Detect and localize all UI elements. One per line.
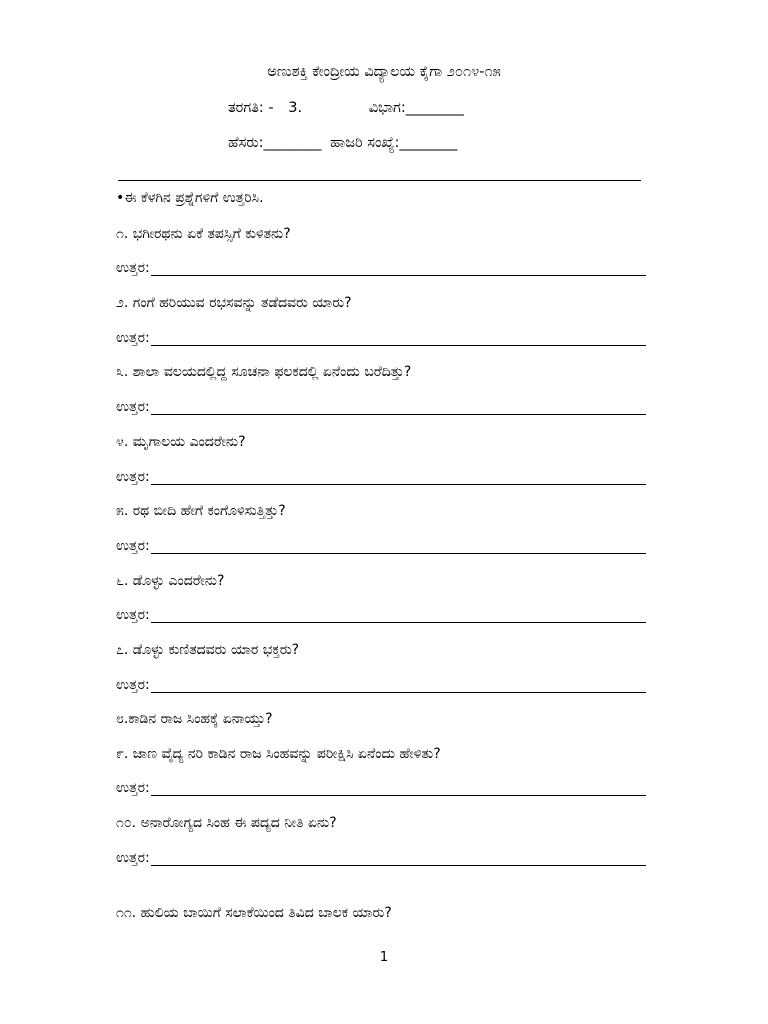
question-11: ೧೧. ಹುಲಿಯ ಬಾಯಿಗೆ ಸಲಾಕೆಯಿಂದ ತಿವಿದ ಬಾಲಕ ಯಾರು? xyxy=(116,905,392,921)
name-roll-line xyxy=(228,135,457,151)
question-1: ೧. ಭಗೀರಥನು ಏಕೆ ತಪಸ್ಸಿಗೆ ಕುಳಿತನು? xyxy=(116,226,291,242)
header-divider xyxy=(118,180,641,181)
answer-line-1 xyxy=(116,260,646,276)
question-9: ೯. ಜಾಣ ವೈದ್ಯ ನರಿ ಕಾಡಿನ ರಾಜ ಸಿಂಹವನ್ನು ಪರೀಕ್ಷಿಸಿ ಏನೆಂದು ಹೇಳಿತು? xyxy=(116,746,441,762)
answer-label: ಉತ್ತರ: xyxy=(116,330,150,346)
answer-line-3 xyxy=(116,399,646,415)
roll-number-field: ಹಾಜರಿ ಸಂಖ್ಯೆ:________ xyxy=(330,135,458,151)
question-7: ೭. ಡೊಳ್ಳು ಕುಣಿತದವರು ಯಾರ ಭಕ್ತರು? xyxy=(116,642,300,658)
question-2: ೨. ಗಂಗೆ ಹರಿಯುವ ರಭಸವನ್ನು ತಡೆದವರು ಯಾರು? xyxy=(116,295,352,311)
answer-label: ಉತ್ತರ: xyxy=(116,780,150,796)
page-number: 1 xyxy=(379,950,389,965)
answer-blank xyxy=(151,678,646,693)
question-10: ೧೦. ಅನಾರೋಗ್ಯದ ಸಿಂಹ ಈ ಪದ್ಯದ ನೀತಿ ಏನು? xyxy=(116,815,337,831)
section-field: ವಿಭಾಗ:________ xyxy=(368,100,464,116)
question-6: ೬. ಡೊಳ್ಳು ಎಂದರೇನು? xyxy=(116,573,225,589)
answer-label: ಉತ್ತರ: xyxy=(116,260,150,276)
school-title: ಅಣುಶಕ್ತಿ ಕೇಂದ್ರೀಯ ವಿದ್ಯಾಲಯ ಕೈಗಾ ೨೦೧೪-೧೫ xyxy=(267,64,501,80)
answer-label: ಉತ್ತರ: xyxy=(116,399,150,415)
answer-line-9 xyxy=(116,780,646,796)
answer-blank xyxy=(151,261,646,276)
answer-label: ಉತ್ತರ: xyxy=(116,538,150,554)
answer-line-4 xyxy=(116,469,646,485)
class-value: 3. xyxy=(288,100,303,116)
answer-blank xyxy=(151,851,646,866)
answer-label: ಉತ್ತರ: xyxy=(116,677,150,693)
answer-line-6 xyxy=(116,607,646,623)
question-4: ೪. ಮೃಗಾಲಯ ಎಂದರೇನು? xyxy=(116,434,246,450)
class-section-line xyxy=(228,100,464,116)
answer-line-7 xyxy=(116,677,646,693)
class-label: ತರಗತಿ: - xyxy=(228,100,274,116)
answer-blank xyxy=(151,331,646,346)
question-3: ೩. ಶಾಲಾ ವಲಯದಲ್ಲಿದ್ದ ಸೂಚನಾ ಫಲಕದಲ್ಲಿ ಏನೆಂದು ಬರೆದಿತ್ತು? xyxy=(116,364,412,380)
question-8: ೮.ಕಾಡಿನ ರಾಜ ಸಿಂಹಕ್ಕೆ ಏನಾಯ್ತು? xyxy=(116,711,273,727)
answer-blank xyxy=(151,608,646,623)
answer-label: ಉತ್ತರ: xyxy=(116,607,150,623)
answer-blank xyxy=(151,470,646,485)
answer-label: ಉತ್ತರ: xyxy=(116,850,150,866)
instruction-text: •ಈ ಕೆಳಗಿನ ಪ್ರಶ್ನೆಗಳಿಗೆ ಉತ್ತರಿಸಿ. xyxy=(116,190,264,206)
answer-label: ಉತ್ತರ: xyxy=(116,469,150,485)
answer-line-5 xyxy=(116,538,646,554)
answer-line-2 xyxy=(116,330,646,346)
answer-line-10 xyxy=(116,850,646,866)
name-field: ಹೆಸರು:________ xyxy=(228,135,322,151)
answer-blank xyxy=(151,781,646,796)
question-5: ೫. ರಥ ಬೀದಿ ಹೇಗೆ ಕಂಗೊಳಿಸುತ್ತಿತ್ತು? xyxy=(116,503,286,519)
answer-blank xyxy=(151,400,646,415)
answer-blank xyxy=(151,539,646,554)
